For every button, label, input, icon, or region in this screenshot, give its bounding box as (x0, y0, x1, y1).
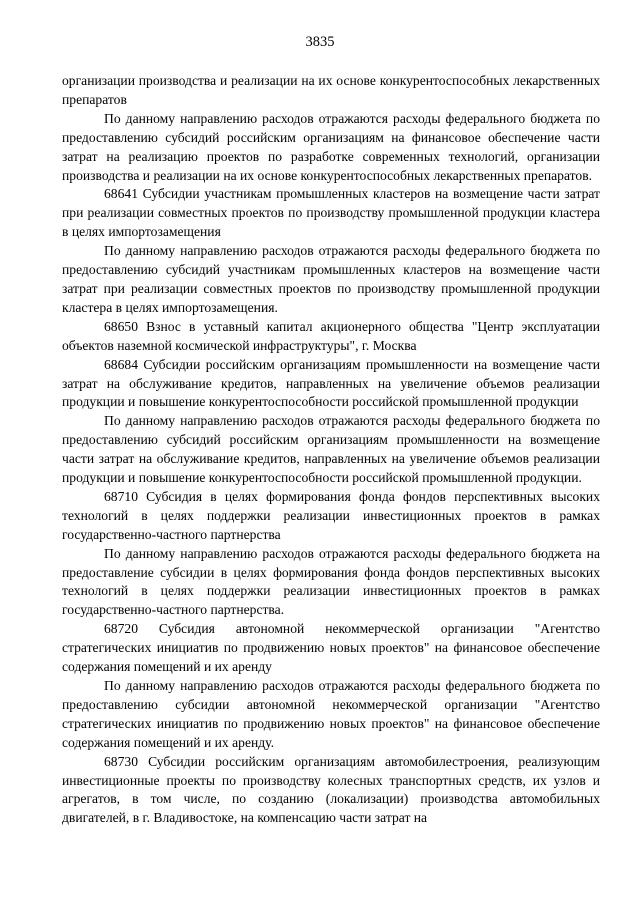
paragraph: 68720 Субсидия автономной некоммерческой организации "Агентство стратегических инициатив по продвижению новых проектов" на финансовое обеспечение содержания помещений и их аренду (62, 621, 600, 675)
paragraph: 68684 Субсидии российским организациям промышленности на возмещение части затрат на обслуживание кредитов, направленных на увеличение объемов реализации продукции и повышение конкурентоспособности российской промышленной продукции (62, 356, 600, 410)
paragraph: По данному направлению расходов отражаются расходы федерального бюджета по предоставлению субсидий российским организациям промышленности на возмещение части затрат на обслуживание кредитов, направленных на увеличение объемов реализации продукции и повышение конкурентоспособности российской промышленной продукции. (62, 413, 600, 486)
paragraph: По данному направлению расходов отражаются расходы федерального бюджета по предоставлению субсидии автономной некоммерческой организации "Агентство стратегических инициатив по продвижению новых проектов" на финансовое обеспечение содержания помещений и их аренду. (62, 678, 600, 750)
paragraph: По данному направлению расходов отражаются расходы федерального бюджета по предоставлению субсидий участникам промышленных кластеров на возмещение части затрат при реализации совместных проектов по производству промышленной продукции кластера в целях импортозамещения. (62, 243, 600, 315)
paragraph: 68641 Субсидии участникам промышленных кластеров на возмещение части затрат при реализации совместных проектов по производству промышленной продукции кластера в целях импортозамещения (62, 186, 600, 240)
paragraph: По данному направлению расходов отражаются расходы федерального бюджета по предоставлению субсидий российским организациям на финансовое обеспечение части затрат на реализацию проектов по разработке современных технологий, организации производства и реализации на их основе конкурентоспособных лекарственных препаратов. (62, 110, 600, 183)
paragraph: 68650 Взнос в уставный капитал акционерного общества "Центр эксплуатации объектов наземной космической инфраструктуры", г. Москва (62, 318, 600, 353)
paragraph: организации производства и реализации на их основе конкурентоспособных лекарственных препаратов (62, 73, 600, 107)
paragraph: По данному направлению расходов отражаются расходы федерального бюджета на предоставление субсидии в целях формирования фонда фондов перспективных высоких технологий в целях поддержки реализации инвестиционных проектов в рамках государственно-частного партнерства. (62, 545, 600, 618)
document-body (62, 72, 600, 828)
paragraph: 68730 Субсидии российским организациям автомобилестроения, реализующим инвестиционные проекты по производству колесных транспортных средств, их узлов и агрегатов, в том числе, по созданию (локализации) производства автомобильных двигателей, в г. Владивостоке, на компенсацию части затрат на (62, 753, 600, 826)
paragraph: 68710 Субсидия в целях формирования фонда фондов перспективных высоких технологий в целях поддержки реализации инвестиционных проектов в рамках государственно-частного партнерства (62, 488, 600, 542)
page-number: 3835 (305, 34, 335, 50)
